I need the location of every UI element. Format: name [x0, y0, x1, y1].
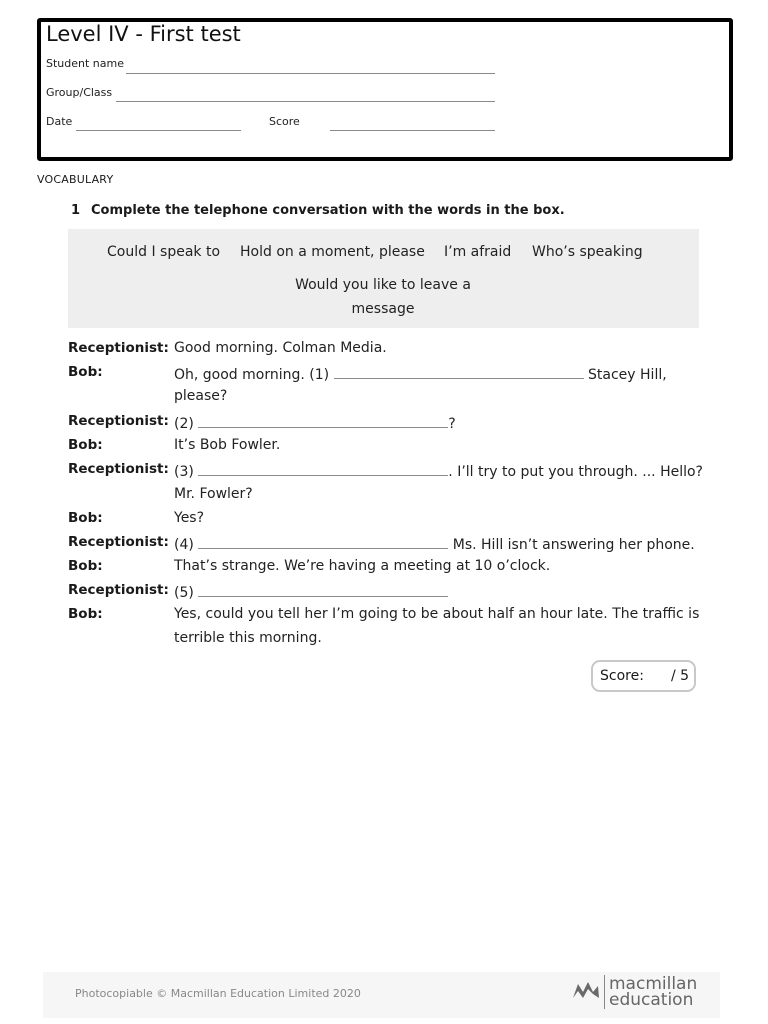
date-label: Date [46, 115, 73, 128]
dialogue-text: Stacey Hill, [588, 367, 667, 383]
logo-text-education: education [609, 990, 694, 1010]
dialogue-text: . I’ll try to put you through. ... Hello? [448, 464, 703, 480]
section-title: VOCABULARY [37, 173, 114, 186]
word-option: Who’s speaking [532, 244, 643, 260]
dialogue-line [174, 461, 703, 480]
speaker-label: Bob: [68, 364, 103, 380]
page-footer [43, 972, 720, 1018]
answer-blank-4[interactable] [198, 534, 448, 549]
gap-number: (2) [174, 416, 194, 432]
gap-number: (4) [174, 537, 194, 553]
student-name-label: Student name [46, 57, 124, 70]
speaker-label: Receptionist: [68, 534, 169, 550]
question-number: 1 [71, 203, 81, 218]
speaker-label: Bob: [68, 606, 103, 622]
answer-blank-2[interactable] [198, 413, 448, 428]
macmillan-logo-icon [572, 978, 600, 1002]
dialogue-line [174, 364, 667, 383]
group-class-label: Group/Class [46, 86, 113, 99]
dialogue-line [174, 534, 695, 553]
speaker-label: Receptionist: [68, 461, 169, 477]
dialogue-text: ? [448, 416, 456, 432]
score-field[interactable] [330, 130, 495, 131]
logo-divider [604, 975, 605, 1009]
speaker-label: Bob: [68, 437, 103, 453]
dialogue-line: It’s Bob Fowler. [174, 437, 281, 453]
score-label: Score [269, 115, 300, 128]
dialogue-line: That’s strange. We’re having a meeting at 10 o’clock. [174, 558, 551, 574]
word-option: Could I speak to [107, 244, 221, 260]
gap-number: (5) [174, 585, 194, 601]
gap-number: (3) [174, 464, 194, 480]
dialogue-line: Yes? [174, 510, 205, 526]
question-instruction: Complete the telephone conversation with the words in the box. [91, 203, 565, 218]
speaker-label: Receptionist: [68, 413, 169, 429]
score-box-total: / 5 [671, 668, 690, 684]
group-class-field[interactable] [116, 101, 495, 102]
answer-blank-5[interactable] [198, 582, 448, 597]
speaker-label: Bob: [68, 558, 103, 574]
answer-blank-3[interactable] [198, 461, 448, 476]
score-box-label: Score: [600, 668, 644, 684]
dialogue-line: please? [174, 388, 228, 404]
copyright-text: Photocopiable © Macmillan Education Limited 2020 [75, 987, 361, 1000]
logo-text-macmillan: macmillan [609, 974, 698, 994]
date-field[interactable] [76, 130, 241, 131]
dialogue-text: Ms. Hill isn’t answering her phone. [452, 537, 695, 553]
speaker-label: Receptionist: [68, 340, 169, 356]
dialogue-line [174, 582, 448, 601]
gap-number: Oh, good morning. (1) [174, 367, 330, 383]
dialogue-line: terrible this morning. [174, 630, 322, 646]
score-box [591, 660, 696, 692]
answer-blank-1[interactable] [334, 364, 584, 379]
dialogue-line: Mr. Fowler? [174, 486, 253, 502]
speaker-label: Bob: [68, 510, 103, 526]
dialogue-line: Yes, could you tell her I’m going to be about half an hour late. The traffic is [174, 606, 700, 622]
page-title: Level IV - First test [46, 22, 241, 46]
word-option: Hold on a moment, please [240, 244, 425, 260]
student-name-field[interactable] [126, 73, 495, 74]
word-option: I’m afraid [444, 244, 512, 260]
word-option: Would you like to leave a message [295, 277, 471, 317]
word-box [68, 229, 699, 328]
speaker-label: Receptionist: [68, 582, 169, 598]
dialogue-line [174, 413, 456, 432]
dialogue-line: Good morning. Colman Media. [174, 340, 387, 356]
